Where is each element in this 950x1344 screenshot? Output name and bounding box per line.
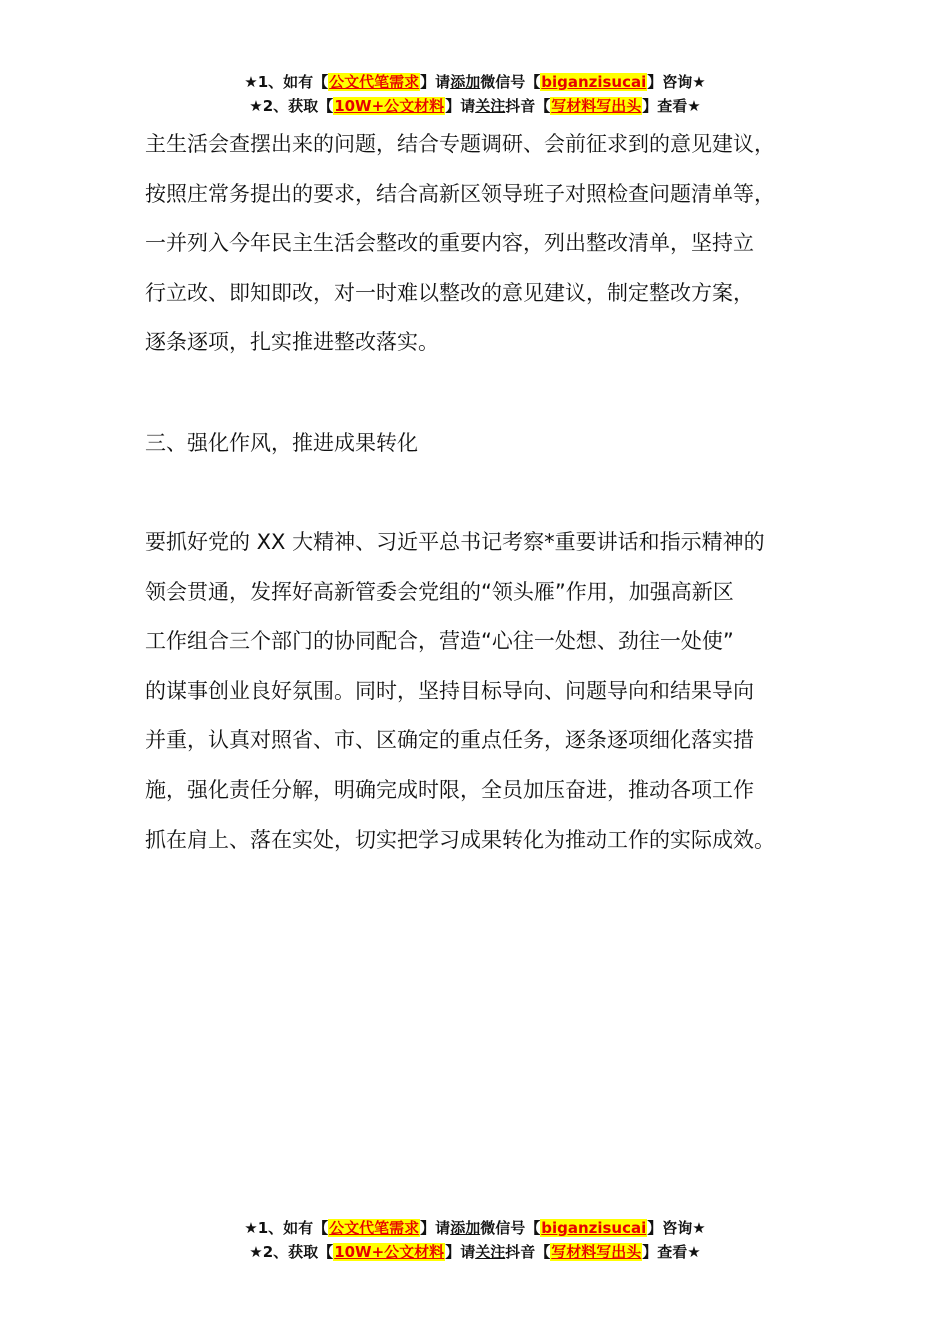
paragraph-line: 施，强化责任分解，明确完成时限，全员加压奋进，推动各项工作 <box>145 777 754 802</box>
wechat-id-highlight: biganzisucai <box>541 1219 647 1237</box>
section-heading-text: 三、强化作风，推进成果转化 <box>145 431 418 455</box>
paragraph-line: 按照庄常务提出的要求，结合高新区领导班子对照检查问题清单等， <box>145 181 775 206</box>
notice-text: ★2、获取【 <box>249 97 334 115</box>
paragraph-line: 领会贯通，发挥好高新管委会党组的“领头雁”作用，加强高新区 <box>145 579 734 604</box>
notice-text: 】查看★ <box>642 1243 701 1261</box>
notice-underlined: 添加 <box>450 1219 481 1237</box>
section-heading <box>145 419 835 469</box>
footer-notice <box>0 1216 950 1264</box>
notice-text: 】请 <box>445 1243 476 1261</box>
header-notice-line-1 <box>0 70 950 94</box>
notice-text: 】请 <box>420 73 451 91</box>
notice-text: 微信号【 <box>480 73 541 91</box>
paragraph-line: 抓在肩上、落在实处，切实把学习成果转化为推动工作的实际成效。 <box>145 827 775 852</box>
douyin-id-highlight: 写材料写出头 <box>551 97 642 115</box>
notice-text: 】咨询★ <box>647 1219 706 1237</box>
footer-notice-line-2 <box>0 1240 950 1264</box>
paragraph-line: 并重，认真对照省、市、区确定的重点任务，逐条逐项细化落实措 <box>145 728 754 753</box>
douyin-id-highlight: 写材料写出头 <box>551 1243 642 1261</box>
notice-highlight: 10W+公文材料 <box>334 1243 445 1261</box>
notice-text: ★1、如有【 <box>244 73 329 91</box>
wechat-id-highlight: biganzisucai <box>541 73 647 91</box>
notice-underlined: 关注 <box>475 97 506 115</box>
notice-highlight: 公文代笔需求 <box>329 73 420 91</box>
notice-text: 】请 <box>445 97 476 115</box>
notice-text: ★1、如有【 <box>244 1219 329 1237</box>
notice-text: 微信号【 <box>480 1219 541 1237</box>
paragraph-line: 行立改、即知即改，对一时难以整改的意见建议，制定整改方案， <box>145 280 754 305</box>
paragraph-line: 逐条逐项，扎实推进整改落实。 <box>145 330 439 355</box>
paragraph-line: 一并列入今年民主生活会整改的重要内容，列出整改清单，坚持立 <box>145 231 754 256</box>
notice-highlight: 10W+公文材料 <box>334 97 445 115</box>
header-notice <box>0 70 950 118</box>
paragraph-line: 工作组合三个部门的协同配合，营造“心往一处想、劲往一处使” <box>145 629 734 654</box>
notice-text: 】查看★ <box>642 97 701 115</box>
paragraph-line: 的谋事创业良好氛围。同时，坚持目标导向、问题导向和结果导向 <box>145 678 754 703</box>
notice-highlight: 公文代笔需求 <box>329 1219 420 1237</box>
footer-notice-line-1 <box>0 1216 950 1240</box>
header-notice-line-2 <box>0 94 950 118</box>
body-paragraph-2 <box>145 518 835 865</box>
paragraph-line: 主生活会查摆出来的问题，结合专题调研、会前征求到的意见建议， <box>145 132 775 156</box>
notice-underlined: 关注 <box>475 1243 506 1261</box>
body-paragraph-1 <box>145 120 835 368</box>
notice-text: ★2、获取【 <box>249 1243 334 1261</box>
notice-text: 抖音【 <box>505 1243 551 1261</box>
notice-text: 抖音【 <box>505 97 551 115</box>
notice-text: 】请 <box>420 1219 451 1237</box>
paragraph-line: 要抓好党的 XX 大精神、习近平总书记考察*重要讲话和指示精神的 <box>145 530 765 554</box>
notice-underlined: 添加 <box>450 73 481 91</box>
notice-text: 】咨询★ <box>647 73 706 91</box>
